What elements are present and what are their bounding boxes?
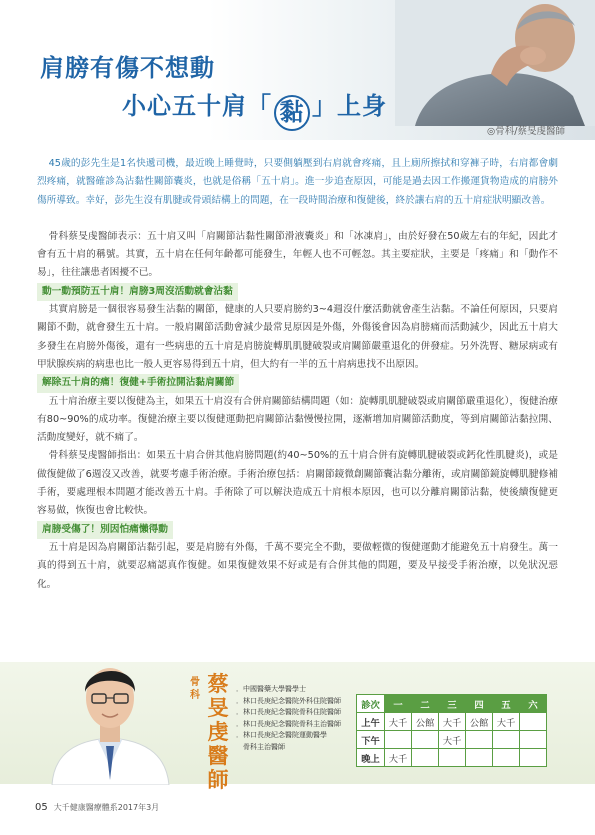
- title-highlight-char: 黏: [274, 95, 310, 131]
- schedule-cell: [466, 731, 493, 749]
- schedule-cell: [493, 731, 520, 749]
- title-pre: 小心五十肩「: [122, 92, 272, 120]
- schedule-day: 五: [493, 695, 520, 713]
- schedule-cell: [439, 749, 466, 767]
- schedule-corner: 診次: [357, 695, 385, 713]
- schedule-day: 六: [520, 695, 547, 713]
- subheading-3-wrap: [37, 521, 558, 539]
- schedule-cell: [493, 749, 520, 767]
- bio-item: ．林口長庚紀念醫院運動醫學: [236, 731, 327, 739]
- paragraph-1: 骨科蔡旻虔醫師表示：五十肩又叫「肩關節沾黏性關節滑液囊炎」和「冰凍肩」，由於好發在50歲左右的年紀，因此才會有五十肩的稱號。其實，五十肩在任何年齡都可能發生，年輕人也不可輕忽。其主要症狀，主要是「疼痛」和「動作不易」，往往讓患者困擾不已。: [37, 230, 558, 279]
- schedule-cell: 公館: [466, 713, 493, 731]
- schedule-row-label: 上午: [357, 713, 385, 731]
- doctor-name: 蔡旻虔醫師: [207, 672, 229, 792]
- schedule-cell: [466, 749, 493, 767]
- bio-item: 骨科主治醫師: [236, 742, 285, 751]
- schedule-cell: [385, 731, 412, 749]
- page-number: 05: [35, 802, 48, 813]
- paragraph-5: 五十肩是因為肩關節沾黏引起，要是肩膀有外傷，千萬不要完全不動，要做輕微的復健運動才能避免五十肩發生。萬一真的得到五十肩，就要忍痛認真作復健。如果復健效果不好或是有合併其他的問題，要及早接受手術治療，以免狀況惡化。: [37, 541, 558, 590]
- doctor-department: 骨科: [190, 677, 200, 701]
- schedule-row-label: 下午: [357, 731, 385, 749]
- paragraph-4: 骨科蔡旻虔醫師指出：如果五十肩合併其他肩膀問題(約40~50%的五十肩合併有旋轉肌腱破裂或鈣化性肌腱炎)，或是做復健做了6週沒又改善，就要考慮手術治療。手術治療包括：肩關節鏡微創關節囊沾黏分離術，或肩關節鏡旋轉肌腱修補手術，要處理根本問題才能改善五十肩。手術除了可以解決造成五十肩根本原因，也可以分離肩關節沾黏，使後續復健更容易做，恢復也會比較快。: [37, 450, 558, 517]
- schedule-day: 一: [385, 695, 412, 713]
- subheading-2-wrap: [37, 374, 558, 392]
- schedule-row-label: 晚上: [357, 749, 385, 767]
- shoulder-pain-photo: [395, 0, 595, 126]
- bio-item: ．林口長庚紀念醫院骨科主治醫師: [236, 719, 341, 728]
- bio-item: ．林口長庚紀念醫院外科住院醫師: [236, 696, 341, 705]
- article-body: [37, 155, 558, 594]
- doctor-bio-list: [236, 684, 341, 753]
- schedule-cell: 大千: [439, 713, 466, 731]
- schedule-row-evening: [357, 749, 547, 767]
- schedule-cell: [520, 731, 547, 749]
- schedule-header-row: [357, 695, 547, 713]
- bio-item: ．林口長庚紀念醫院骨科住院醫師: [236, 708, 341, 716]
- schedule-cell: 大千: [493, 713, 520, 731]
- subheading-3: 肩膀受傷了！別因怕痛懶得動: [37, 521, 173, 539]
- paragraph-3: 五十肩治療主要以復健為主，如果五十肩沒有合併肩關節結構問題（如：旋轉肌肌腱破裂或肩關節嚴重退化），復健治療有80~90%的成功率。復健治療主要以復健運動把肩關節沾黏慢慢拉開，逐漸增加肩關節活動度，等到肩關節沾黏拉開、活動度變好，就不痛了。: [37, 395, 558, 444]
- subheading-1: 動一動預防五十肩！肩膀3周沒活動就會沾黏: [37, 283, 238, 301]
- schedule-cell: [412, 749, 439, 767]
- lead-paragraph: 45歲的彭先生是1名快遞司機，最近晚上睡覺時，只要側躺壓到右肩就會疼痛，且上廁所擦拭和穿褲子時，右肩都會劇烈疼痛，就醫確診為沾黏性關節囊炎，也就是俗稱「五十肩」。進一步追查原因，可能是過去因工作搬運貨物造成的肩膀外傷所導致。幸好，彭先生沒有肌腱或骨頭結構上的問題，在一段時間治療和復健後，終於讓右肩的五十肩症狀明顯改善。: [37, 158, 558, 206]
- schedule-cell: [520, 749, 547, 767]
- subheading-1-wrap: [37, 283, 558, 301]
- schedule-row-morning: [357, 713, 547, 731]
- schedule-cell: 大千: [385, 749, 412, 767]
- spacer: [37, 210, 558, 228]
- subheading-2: 解除五十肩的痛！復健+手術拉開沾黏肩關節: [37, 374, 239, 392]
- schedule-day: 二: [412, 695, 439, 713]
- author-credit: ◎骨科/蔡旻虔醫師: [487, 126, 565, 137]
- schedule-day: 三: [439, 695, 466, 713]
- schedule-cell: [520, 713, 547, 731]
- schedule-cell: 大千: [385, 713, 412, 731]
- schedule-cell: 大千: [439, 731, 466, 749]
- schedule-cell: 公館: [412, 713, 439, 731]
- publication-name: 大千健康醫療體系2017年3月: [53, 803, 160, 812]
- page-title-line2: [122, 86, 387, 131]
- schedule-cell: [412, 731, 439, 749]
- clinic-schedule-table: [356, 694, 547, 767]
- title-post: 」上身: [312, 92, 387, 120]
- bio-item: ．中國醫藥大學醫學士: [236, 685, 306, 693]
- schedule-row-afternoon: [357, 731, 547, 749]
- doctor-photo: [48, 640, 173, 785]
- hero-banner: [0, 0, 595, 140]
- schedule-day: 四: [466, 695, 493, 713]
- page-footer: [35, 802, 159, 813]
- paragraph-2: 其實肩膀是一個很容易發生沾黏的關節，健康的人只要肩膀約3~4週沒什麼活動就會產生沾黏。不論任何原因，只要肩關節不動，就會發生五十肩。一般肩關節活動會減少最常見原因是外傷，外傷後會因為肩膀痛而活動減少，因此五十肩大多發生在肩膀外傷後，還有一些病患的五十肩是肩膀旋轉肌肌腱破裂或肩關節嚴重退化的併發症。另外洗腎、糖尿病或有甲狀腺疾病的病患也比一般人更容易得到五十肩，但大約有一半的五十肩病患找不出原因。: [37, 304, 558, 370]
- page-title-line1: 肩膀有傷不想動: [40, 54, 215, 82]
